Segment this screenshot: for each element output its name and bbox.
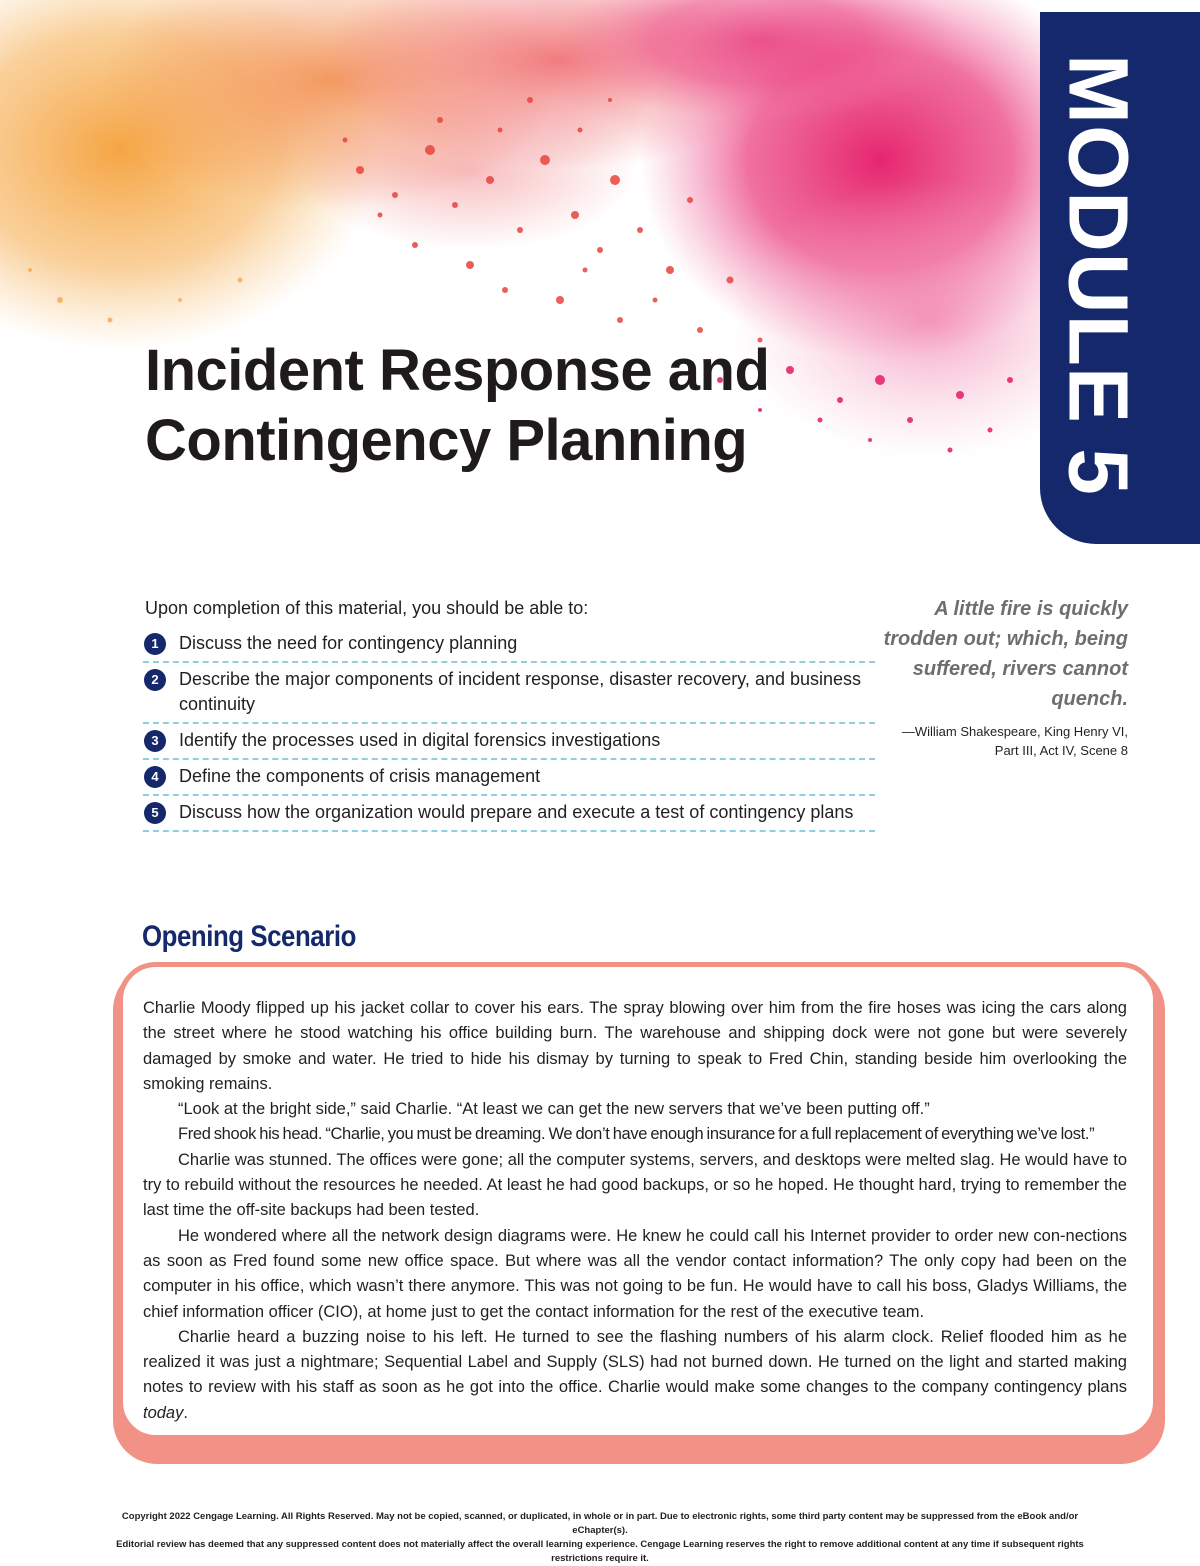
objective-text: Discuss the need for contingency planning (179, 633, 518, 653)
paint-splash-illustration (0, 0, 1200, 560)
scenario-last-text: Charlie heard a buzzing noise to his left. He turned to see the flashing numbers of his alarm clock. Relief flooded him as he realized it was just a nightmare; Sequential Label and Supply (SLS) had not burned down. He turned on the light and started making notes to review with his staff as soon as he got into the office. Charlie would make some changes to the company contingency plans (143, 1327, 1127, 1397)
scenario-paragraph: Charlie was stunned. The offices were gone; all the computer systems, servers, and desktops were melted slag. He would have to try to rebuild without the resources he needed. At least he had good backups, or so he hoped. He thought hard, trying to remember the last time the off-site backups had been tested. (143, 1150, 1127, 1220)
objective-text: Describe the major components of incident response, disaster recovery, and business continuity (179, 669, 862, 714)
objective-number-badge: 5 (144, 802, 166, 824)
section-heading: Opening Scenario (142, 920, 356, 953)
objective-item (143, 663, 875, 724)
scenario-paragraph: Charlie Moody flipped up his jacket collar to cover his ears. The spray blowing over him from the fire hoses was icing the cars along the street where he stood watching his office building burn. The warehouse and shipping dock were not gone but were severely damaged by smoke and water. He tried to hide his dismay by turning to speak to Fred Chin, standing beside him overlooking the smoking remains. (143, 999, 1127, 1093)
footer-line-1: Copyright 2022 Cengage Learning. All Rights Reserved. May not be copied, scanned, or duplicated, in whole or in part. Due to electronic rights, some third party content may be suppressed from the eBook and/or eChapter(s). (121, 1511, 1079, 1536)
objective-number-badge: 3 (144, 730, 166, 752)
epigraph (880, 594, 1128, 760)
objective-number-badge: 2 (144, 669, 166, 691)
epigraph-attribution: —William Shakespeare, King Henry VI, Part III, Act IV, Scene 8 (901, 724, 1128, 758)
title-line-2: Contingency Planning (145, 408, 748, 473)
objective-number-badge: 4 (144, 766, 166, 788)
scenario-last-period: . (183, 1403, 188, 1422)
objective-text: Discuss how the organization would prepare and execute a test of contingency plans (179, 802, 854, 822)
module-label: MODULE 5 (1051, 53, 1146, 497)
footer-line-2: Editorial review has deemed that any suppressed content does not materially affect the overall learning experience. Cengage Learning reserves the right to remove additional content at any time if subsequent rights restrictions require it. (116, 1539, 1084, 1564)
scenario-paragraph (143, 1325, 1127, 1426)
epigraph-quote: A little fire is quickly trodden out; which, being suffered, rivers cannot quench. (883, 598, 1128, 710)
objective-item (143, 724, 875, 760)
objective-text: Define the components of crisis management (179, 766, 541, 786)
scenario-paragraph: Fred shook his head. “Charlie, you must be dreaming. We don’t have enough insurance for a full replacement of everything we’ve lost.” (178, 1125, 1095, 1144)
learning-objectives-list (143, 627, 875, 832)
page-title (145, 336, 905, 476)
scenario-paragraph: “Look at the bright side,” said Charlie. “At least we can get the new servers that we’ve been putting off.” (178, 1100, 930, 1119)
hero-banner (0, 0, 1200, 560)
scenario-paragraph: He wondered where all the network design diagrams were. He knew he could call his Internet provider to order new con-nections as soon as Fred found some new office space. But where was all the vendor contact information? The only copy had been on the computer in his office, which wasn’t there anymore. This was not going to be fun. He would have to call his boss, Gladys Williams, the chief information officer (CIO), at home just to get the contact information for the rest of the executive team. (143, 1226, 1127, 1321)
objective-number-badge: 1 (144, 633, 166, 655)
objective-item (143, 627, 875, 663)
objectives-intro: Upon completion of this material, you should be able to: (145, 598, 589, 618)
title-line-1: Incident Response and (145, 338, 770, 403)
copyright-footer (100, 1510, 1100, 1566)
objective-text: Identify the processes used in digital forensics investigations (179, 730, 661, 750)
scenario-emphasis: today (143, 1403, 184, 1422)
scenario-body (143, 996, 1127, 1426)
objective-item (143, 796, 875, 832)
objective-item (143, 760, 875, 796)
